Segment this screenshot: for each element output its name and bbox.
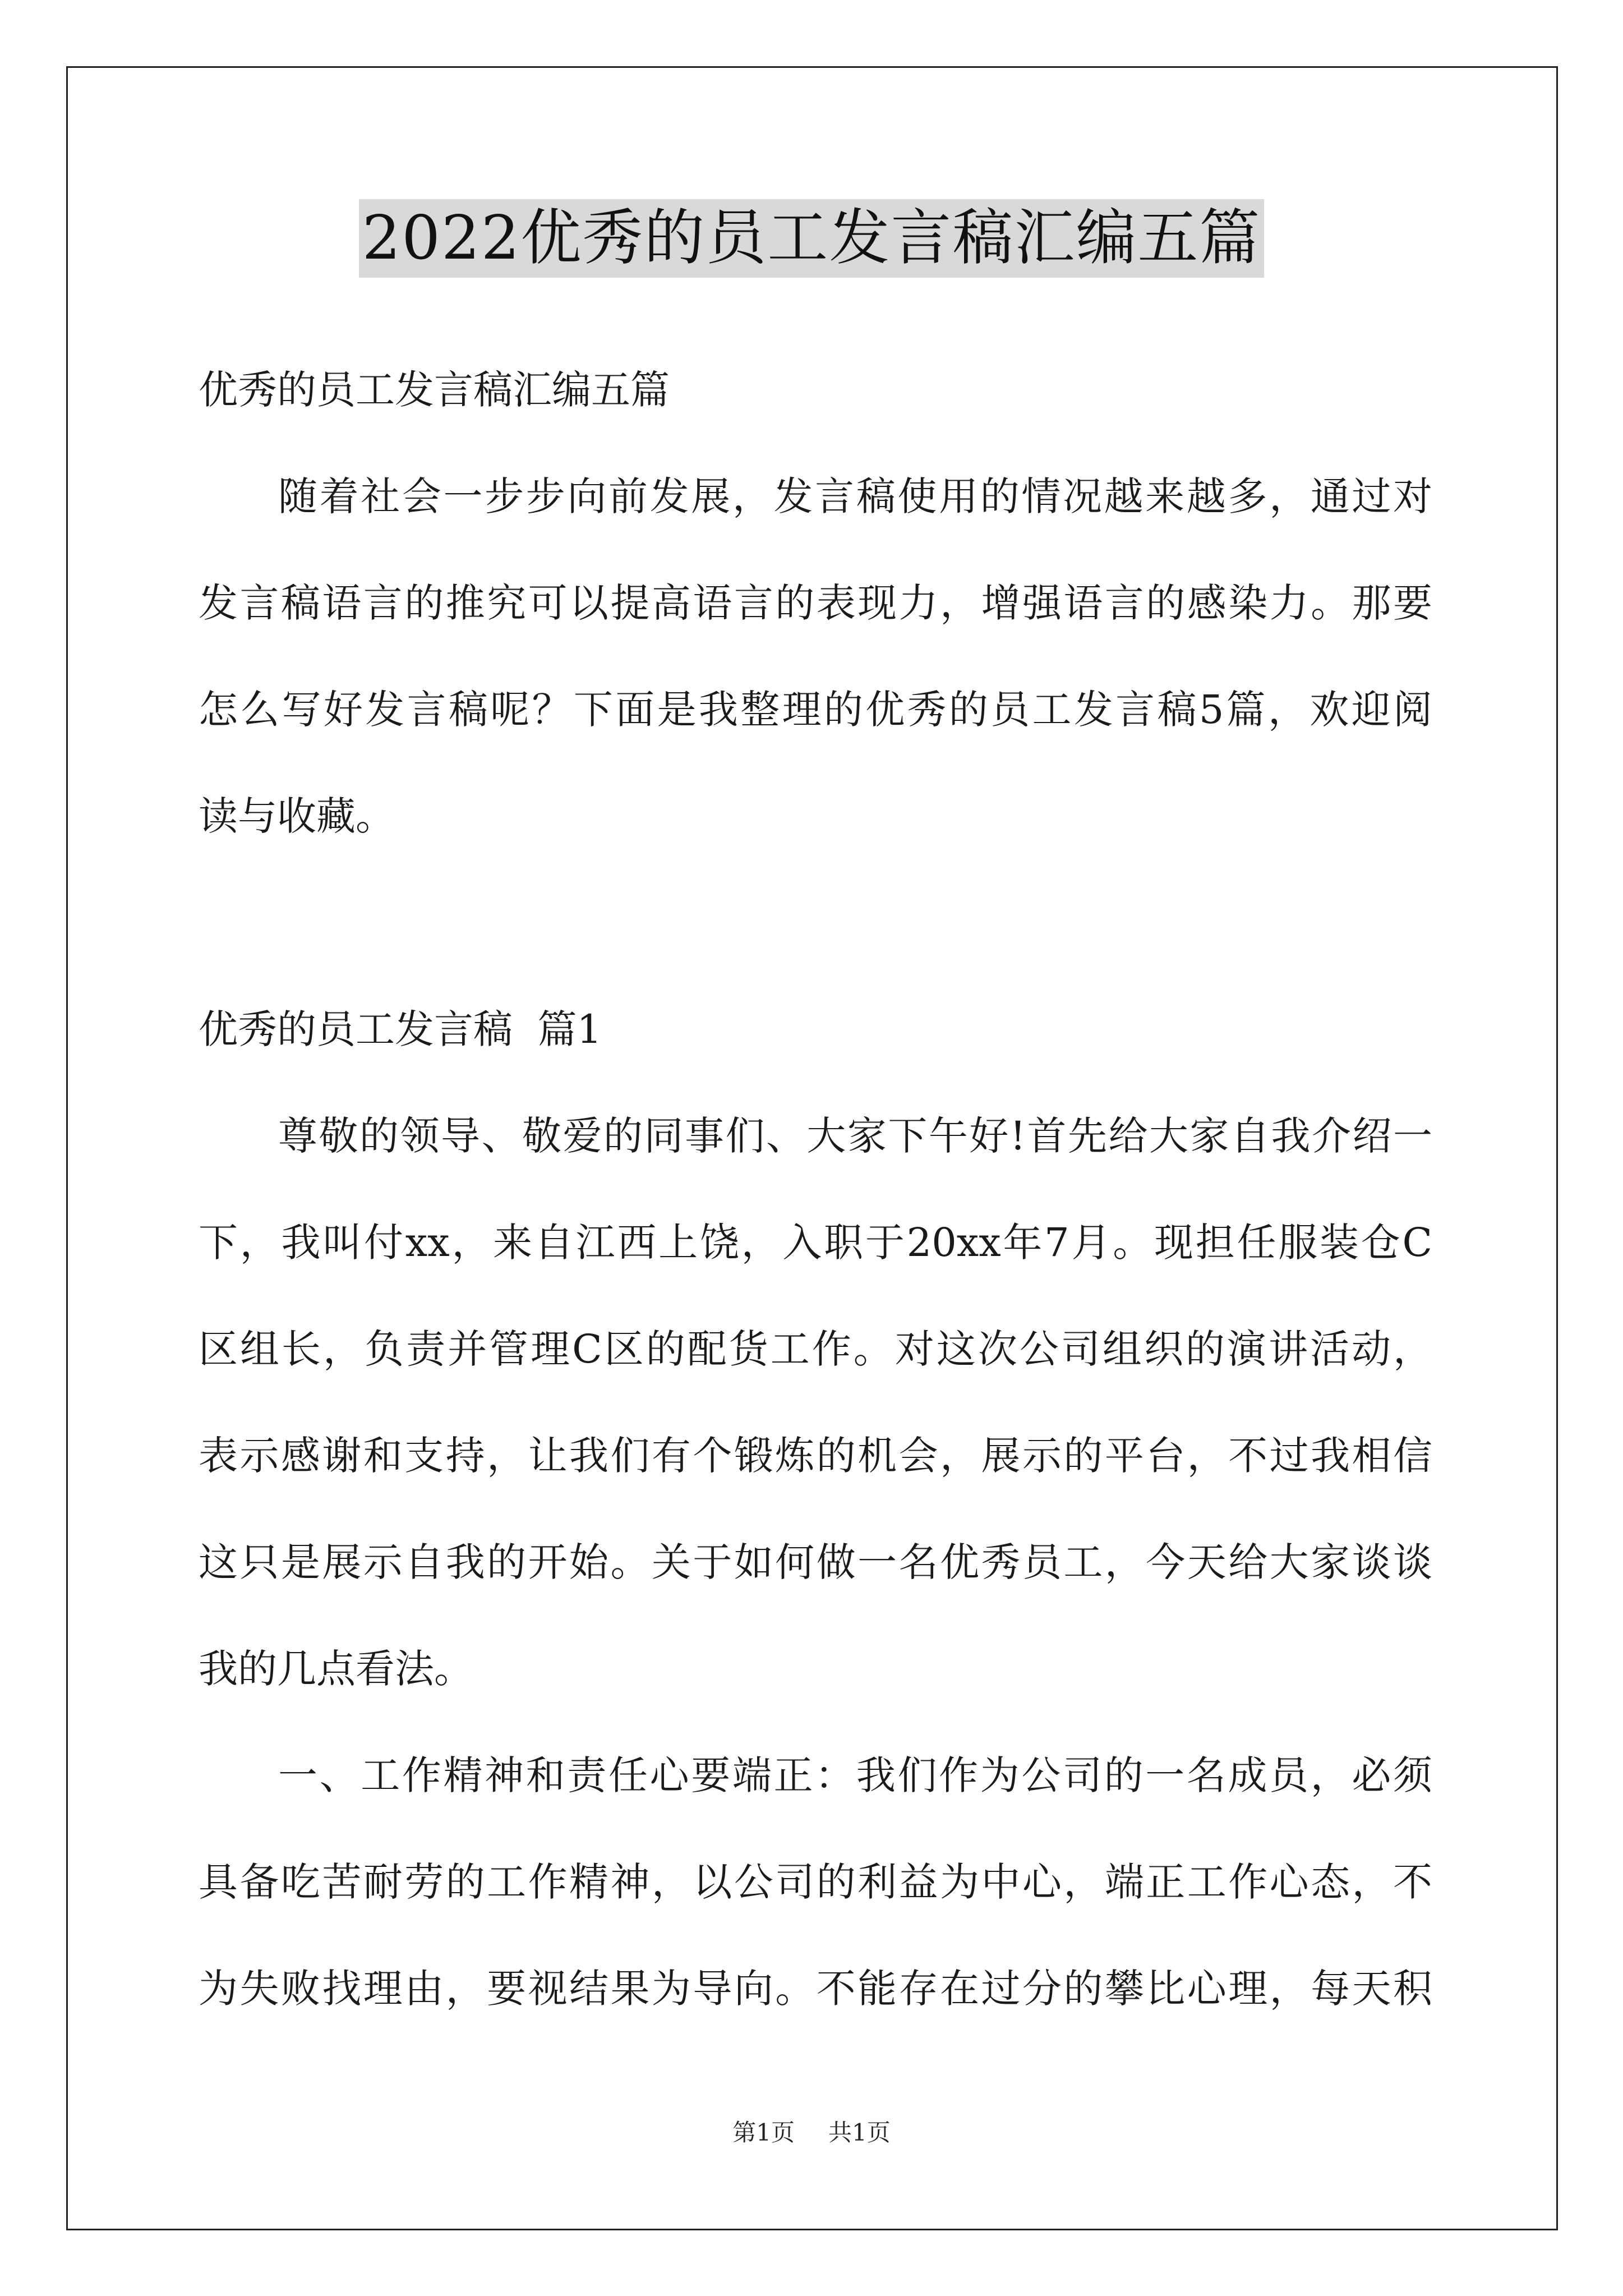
text-line: 一、工作精神和责任心要端正：我们作为公司的一名成员，必须 [278, 1752, 1432, 1798]
paragraph-1 [199, 1083, 1432, 1722]
text-line: 表示感谢和支持，让我们有个锻炼的机会，展示的平台，不过我相信 [199, 1433, 1432, 1479]
document-subtitle: 优秀的员工发言稿汇编五篇 [199, 367, 670, 413]
page-number: 第1页 [732, 2119, 795, 2146]
paragraph-2 [199, 1722, 1432, 2042]
text-line: 读与收藏。 [199, 793, 395, 839]
text-line: 这只是展示自我的开始。关于如何做一名优秀员工，今天给大家谈谈 [199, 1539, 1432, 1585]
text-line: 为失败找理由，要视结果为导向。不能存在过分的攀比心理，每天积 [199, 1966, 1432, 2012]
title-container [0, 199, 1623, 278]
text-line: 下，我叫付xx，来自江西上饶，入职于20xx年7月。现担任服装仓C [199, 1220, 1432, 1266]
page-footer [0, 2116, 1623, 2150]
text-line: 发言稿语言的推究可以提高语言的表现力，增强语言的感染力。那要 [199, 580, 1432, 626]
document-title: 2022优秀的员工发言稿汇编五篇 [359, 199, 1265, 278]
paragraph-spacer [199, 869, 1432, 976]
page-total: 共1页 [828, 2119, 891, 2146]
text-line: 怎么写好发言稿呢？下面是我整理的优秀的员工发言稿5篇，欢迎阅 [199, 687, 1432, 733]
text-line: 我的几点看法。 [199, 1646, 473, 1692]
document-body [199, 337, 1432, 2042]
text-line: 区组长，负责并管理C区的配货工作。对这次公司组织的演讲活动， [199, 1326, 1432, 1372]
text-line: 具备吃苦耐劳的工作精神，以公司的利益为中心，端正工作心态，不 [199, 1859, 1432, 1905]
text-line: 尊敬的领导、敬爱的同事们、大家下午好!首先给大家自我介绍一 [278, 1113, 1432, 1159]
intro-paragraph [199, 443, 1432, 869]
section-heading: 优秀的员工发言稿 篇1 [199, 1006, 602, 1052]
text-line: 随着社会一步步向前发展，发言稿使用的情况越来越多，通过对 [278, 473, 1432, 519]
